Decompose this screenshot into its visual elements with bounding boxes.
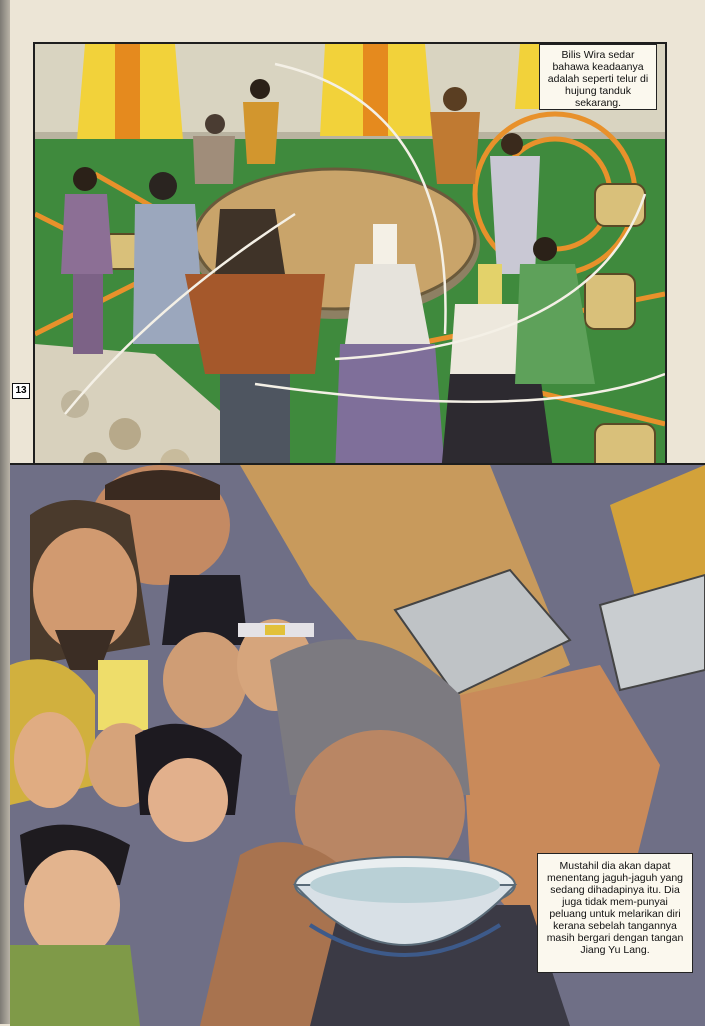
caption-box-bottom: Mustahil dia akan dapat menentang jaguh-jaguh yang sedang dihadapinya itu. Dia juga tidak mem-punyai peluang untuk melarikan diri kerana sebelah tangannya masih bergari dengan tangan Jiang Yu Lang. [537,853,693,973]
page-number: 13 [12,383,30,399]
banquet-hall-illustration [35,44,665,499]
face-hatted-elder [162,575,248,728]
book-spine [0,0,10,1024]
panel-banquet-hall [33,42,667,501]
face-blonde [10,659,95,808]
curtain [320,44,433,136]
caption-box-top: Bilis Wira sedar bahawa keadaanya adalah seperti telur di hujung tanduk sekarang. [539,44,657,110]
